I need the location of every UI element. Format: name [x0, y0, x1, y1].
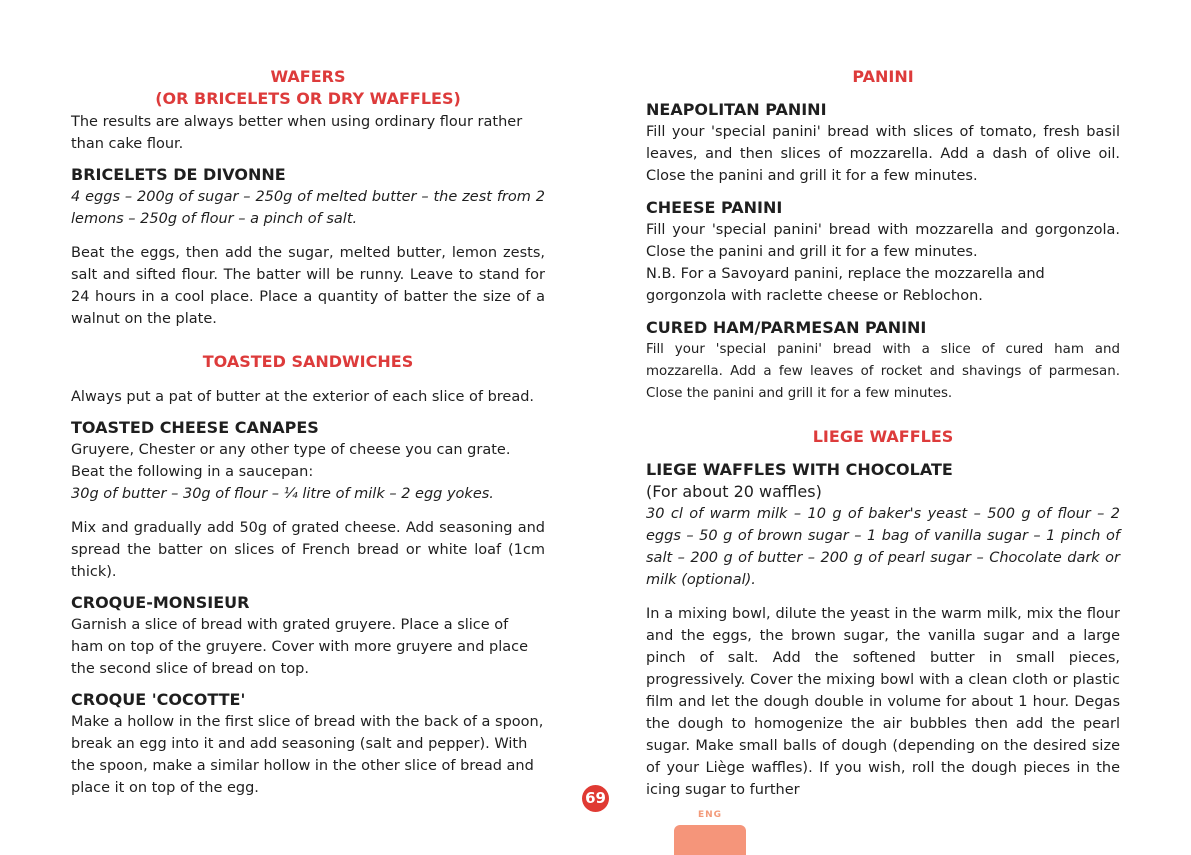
liege-ingredients: 30 cl of warm milk – 10 g of baker's yeast – 500 g of flour – 2 eggs – 50 g of brown sugar – 1 bag of vanilla sugar – 1 pinch of salt – 200 g of butter – 200 g of pearl sugar – Chocolate dark or milk (optional). [646, 506, 1120, 588]
language-label: ENG [697, 810, 723, 820]
canapes-title: TOASTED CHEESE CANAPES [71, 418, 319, 437]
wafers-intro: The results are always better when using ordinary flour rather than cake flour. [71, 114, 523, 152]
bricelets-method: Beat the eggs, then add the sugar, melted butter, lemon zests, salt and sifted flour. The batter will be runny. Leave to stand for 24 hours in a cool place. Place a quantity of batter the size of a walnut on the plate. [71, 245, 545, 327]
canapes-text: Gruyere, Chester or any other type of cheese you can grate. Beat the following in a saucepan: [71, 442, 511, 480]
liege-method: In a mixing bowl, dilute the yeast in the warm milk, mix the flour and the eggs, the brown sugar, the vanilla sugar and a large pinch of salt. Add the softened butter in small pieces, progressively. Cover the mixing bowl with a clean cloth or plastic film and let the dough double in volume for about 1 hour. Degas the dough to homogenize the air bubbles then add the pearl sugar. Make small balls of dough (depending on the desired size of your Liège waffles). If you wish, roll the dough pieces in the icing sugar to further [646, 606, 1120, 798]
croque-monsieur-title: CROQUE-MONSIEUR [71, 593, 250, 612]
wafers-subtitle: (OR BRICELETS OR DRY WAFFLES) [155, 89, 461, 108]
panini-title: PANINI [852, 67, 914, 86]
cured-ham-title: CURED HAM/PARMESAN PANINI [646, 318, 927, 337]
canapes-ingredients: 30g of butter – 30g of flour – ¼ litre of milk – 2 egg yokes. [71, 486, 494, 502]
cheese-panini-text: Fill your 'special panini' bread with mozzarella and gorgonzola. Close the panini and grill it for a few minutes. [646, 222, 1120, 260]
cured-ham-text: Fill your 'special panini' bread with a slice of cured ham and mozzarella. Add a few leaves of rocket and shavings of parmesan. Close the panini and grill it for a few minutes. [646, 342, 1120, 401]
neapolitan-title: NEAPOLITAN PANINI [646, 100, 827, 119]
right-column [646, 64, 1120, 801]
canapes-method: Mix and gradually add 50g of grated cheese. Add seasoning and spread the batter on slices of French bread or white loaf (1cm thick). [71, 520, 545, 580]
liege-waffles-title: LIEGE WAFFLES [812, 427, 954, 446]
croque-cocotte-text: Make a hollow in the first slice of bread with the back of a spoon, break an egg into it and add seasoning (salt and pepper). With the spoon, make a similar hollow in the other slice of bread and place it on top of the egg. [71, 714, 544, 796]
neapolitan-text: Fill your 'special panini' bread with slices of tomato, fresh basil leaves, and then slices of mozzarella. Add a dash of olive oil. Close the panini and grill it for a few minutes. [646, 124, 1120, 184]
left-column [71, 64, 545, 799]
bricelets-title: BRICELETS DE DIVONNE [71, 165, 286, 184]
cheese-panini-title: CHEESE PANINI [646, 198, 783, 217]
liege-chocolate-title: LIEGE WAFFLES WITH CHOCOLATE [646, 460, 953, 479]
croque-cocotte-title: CROQUE 'COCOTTE' [71, 690, 246, 709]
toasted-intro: Always put a pat of butter at the exterior of each slice of bread. [71, 389, 535, 405]
croque-monsieur-text: Garnish a slice of bread with grated gruyere. Place a slice of ham on top of the gruyere. Cover with more gruyere and place the second slice of bread on top. [71, 617, 529, 677]
bricelets-ingredients: 4 eggs – 200g of sugar – 250g of melted butter – the zest from 2 lemons – 250g of flour – a pinch of salt. [71, 189, 545, 227]
toasted-sandwiches-title: TOASTED SANDWICHES [202, 352, 414, 371]
cheese-panini-note: N.B. For a Savoyard panini, replace the mozzarella and gorgonzola with raclette cheese or Reblochon. [646, 266, 1045, 304]
language-tab [674, 825, 746, 855]
liege-chocolate-subtitle: (For about 20 waffles) [646, 482, 822, 501]
wafers-title: WAFERS [270, 67, 346, 86]
page-number: 69 [582, 785, 609, 812]
